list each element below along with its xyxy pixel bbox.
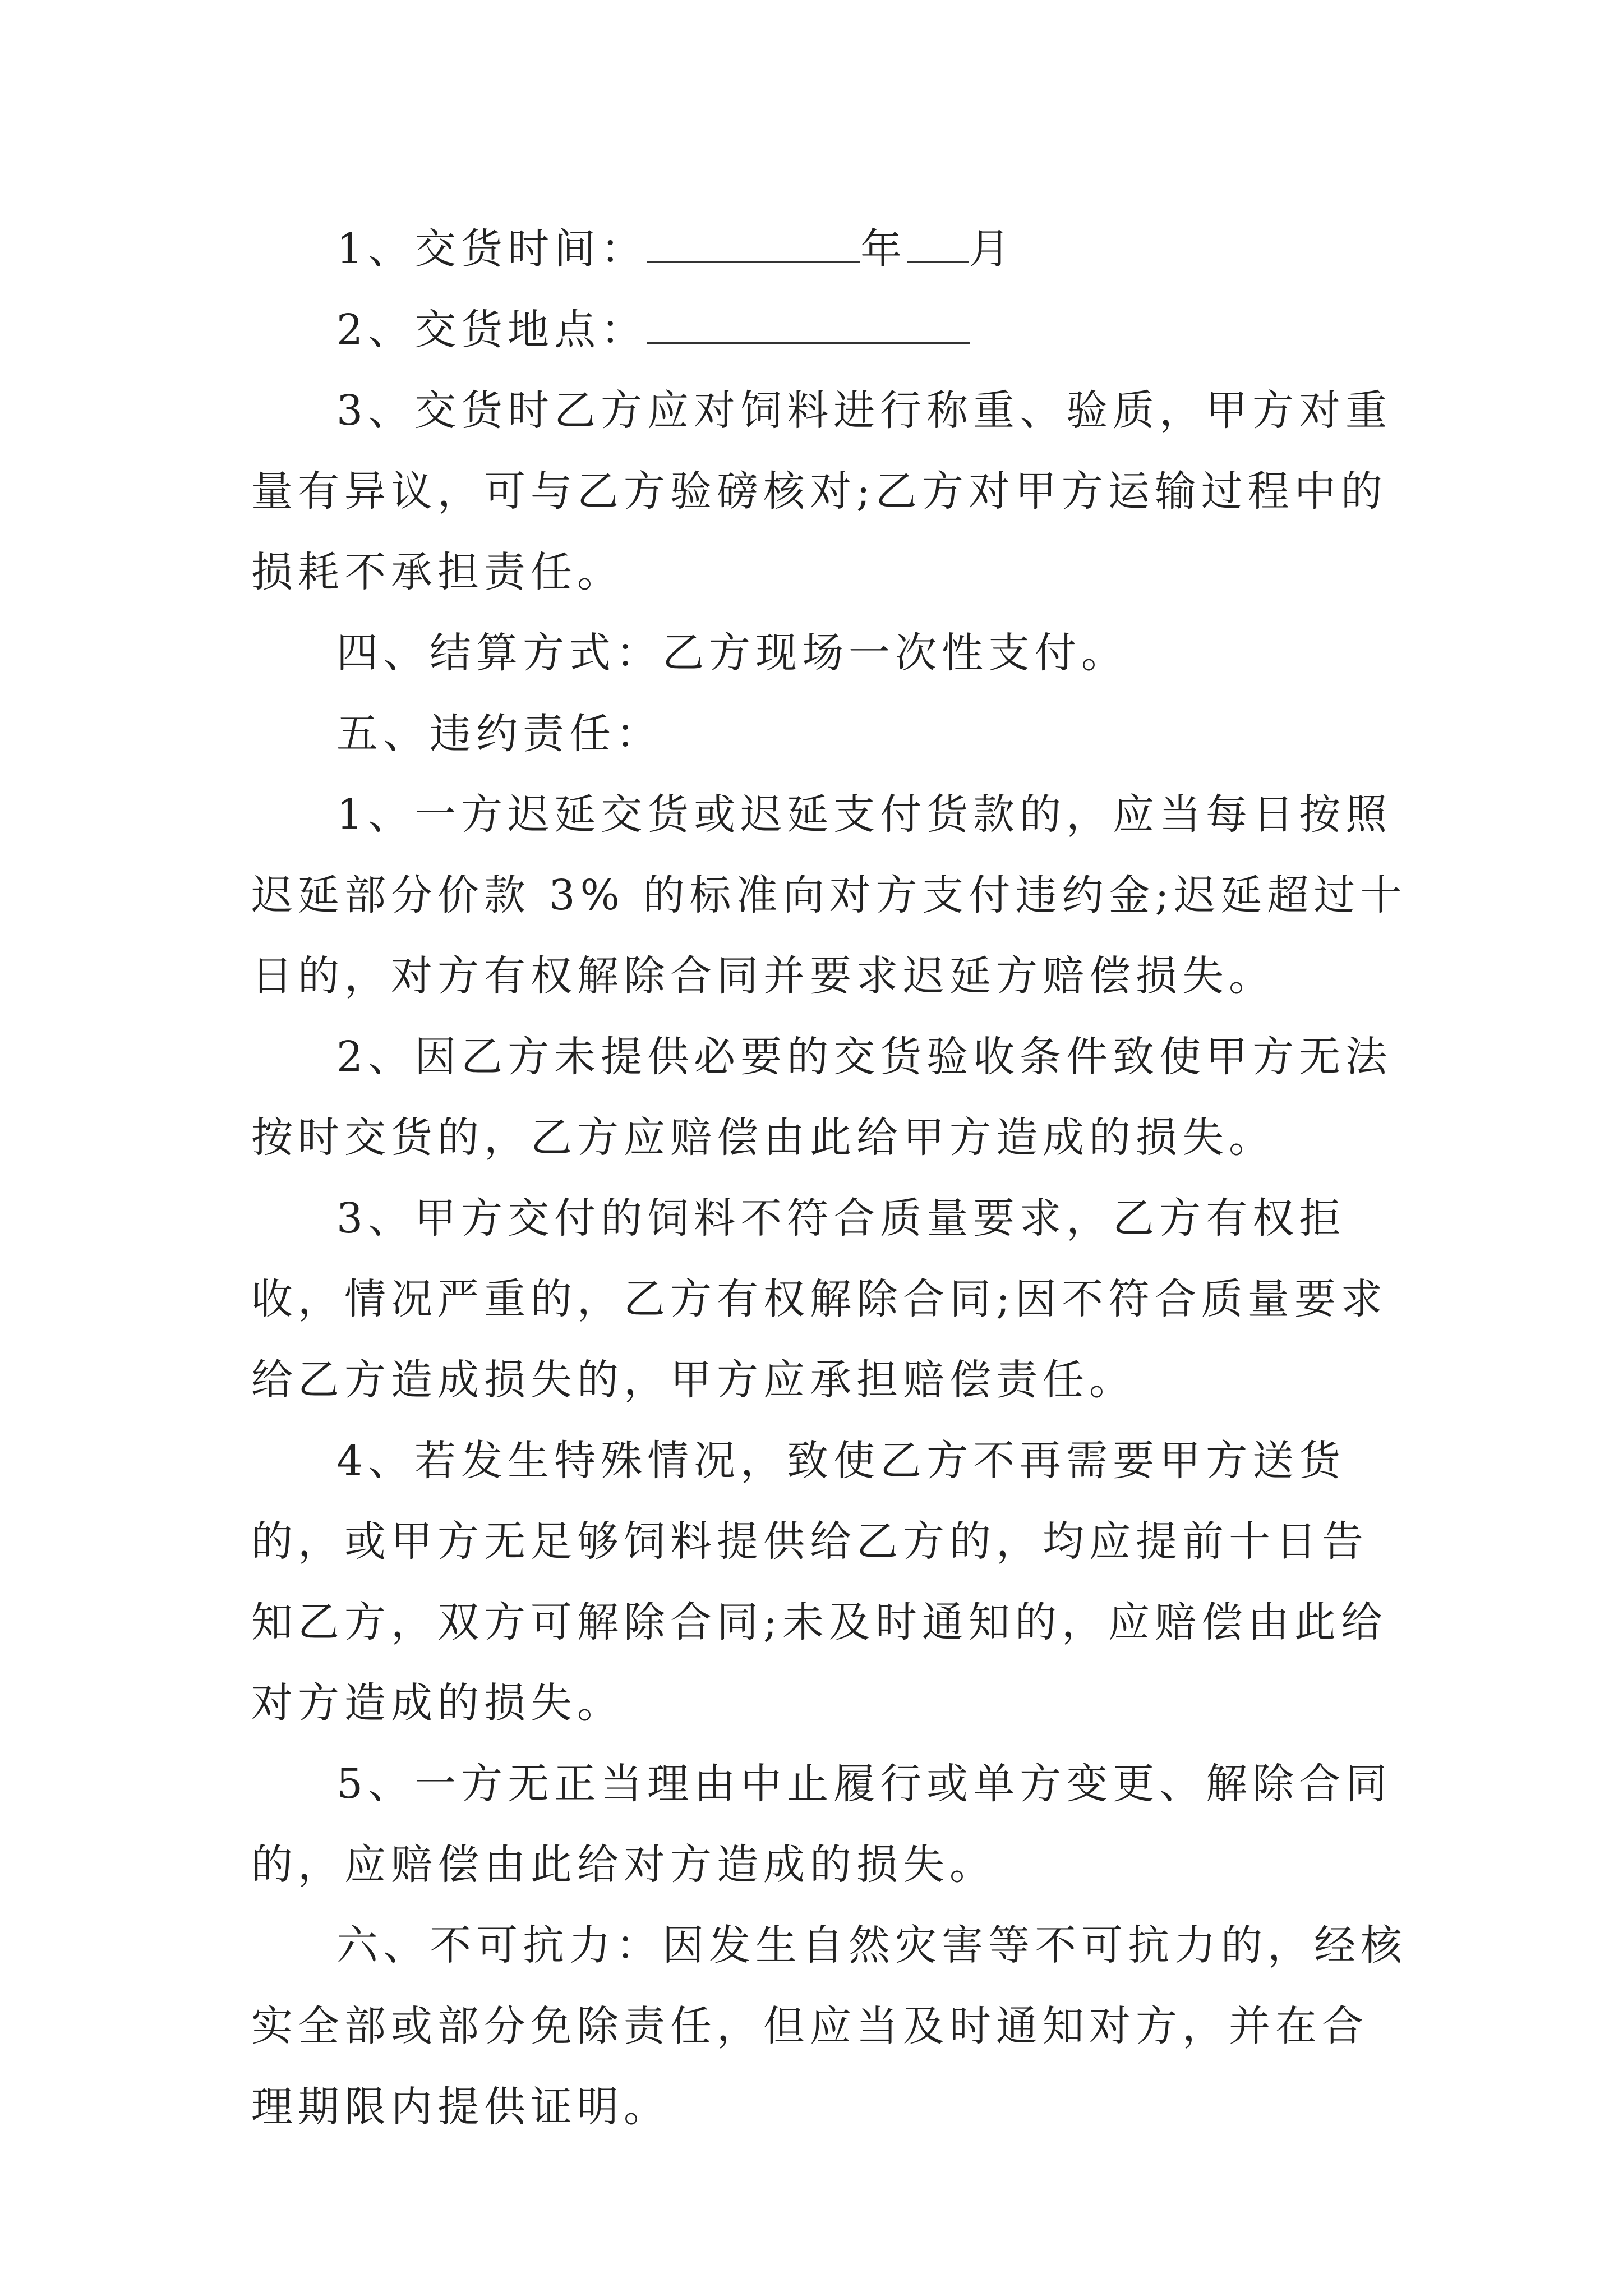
- year-label: 年: [860, 225, 907, 273]
- month-label: 月: [969, 225, 1016, 273]
- delivery-time-label: 1、交货时间：: [336, 225, 648, 273]
- delivery-inspection-paragraph: 3、交货时乙方应对饲料进行称重、验质，甲方对重量有异议，可与乙方验磅核对;乙方对甲方运输过程中的损耗不承担责任。: [251, 386, 1393, 596]
- liability-item: 3、甲方交付的饲料不符合质量要求，乙方有权拒收，情况严重的，乙方有权解除合同;因不符合质量要求给乙方造成损失的，甲方应承担赔偿责任。: [251, 1194, 1387, 1404]
- force-majeure-paragraph: 六、不可抗力：因发生自然灾害等不可抗力的，经核实全部或部分免除责任，但应当及时通知对方，并在合理期限内提供证明。: [251, 1921, 1407, 2131]
- liability-heading: 五、违约责任：: [336, 710, 662, 758]
- place-blank: [647, 304, 970, 344]
- delivery-time-line: [251, 209, 1412, 289]
- contract-body: [251, 209, 1412, 2147]
- liability-item: 2、因乙方未提供必要的交货验收条件致使甲方无法按时交货的，乙方应赔偿由此给甲方造成的损失。: [251, 1033, 1393, 1162]
- liability-item: 5、一方无正当理由中止履行或单方变更、解除合同的，应赔偿由此给对方造成的损失。: [251, 1760, 1393, 1889]
- delivery-place-line: [251, 289, 1412, 370]
- delivery-place-label: 2、交货地点：: [336, 306, 648, 354]
- month-blank: [907, 223, 969, 263]
- year-blank: [647, 223, 860, 263]
- liability-item: 1、一方迟延交货或迟延支付货款的，应当每日按照迟延部分价款 3% 的标准向对方支付违约金;迟延超过十日的，对方有权解除合同并要求迟延方赔偿损失。: [251, 790, 1407, 1000]
- settlement-paragraph: 四、结算方式：乙方现场一次性支付。: [336, 629, 1128, 677]
- liability-item: 4、若发生特殊情况，致使乙方不再需要甲方送货的，或甲方无足够饲料提供给乙方的，均应提前十日告知乙方，双方可解除合同;未及时通知的，应赔偿由此给对方造成的损失。: [251, 1437, 1387, 1727]
